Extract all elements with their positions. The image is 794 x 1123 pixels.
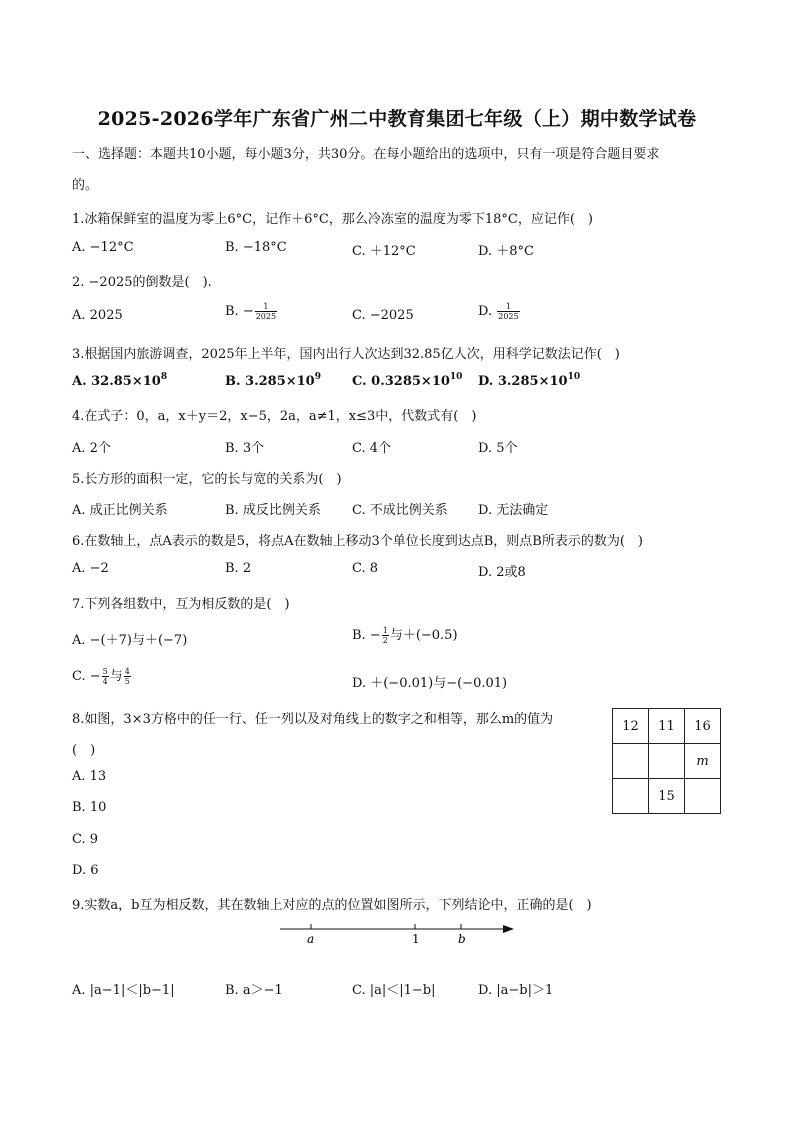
section-line-1: 一、选择题：本题共10小题，每小题3分，共30分。在每小题给出的选项中，只有一项是符合题目要求 (72, 147, 660, 162)
axis-label-a: a (307, 932, 315, 946)
fraction-denominator: 5 (124, 677, 130, 686)
q7-option-b-fraction (382, 626, 389, 645)
q3-option-d-text: D. 3.285×10 (478, 374, 568, 389)
fraction-numerator: 1 (255, 302, 277, 312)
q2-option-d (478, 302, 521, 321)
q1-option-d: D. ＋8°C (478, 244, 534, 259)
section-instructions (72, 139, 732, 201)
question-3-stem: 3.根据国内旅游调查，2025年上半年，国内出行人次达到32.85亿人次，用科学记数法记作( ) (72, 347, 620, 362)
question-8-stem-cont: ( ) (72, 743, 96, 758)
q2-option-d-prefix: D. (478, 304, 497, 319)
arrow-right-icon (503, 925, 514, 933)
grid-row (613, 779, 721, 814)
grid-cell: 15 (649, 779, 685, 814)
fraction-numerator: 4 (124, 667, 130, 676)
q7-option-b-prefix: B. − (352, 628, 381, 643)
question-9-stem: 9.实数a，b互为相反数，其在数轴上对应的点的位置如图所示，下列结论中，正确的是( ) (72, 898, 592, 913)
q9-option-b: B. a＞−1 (225, 983, 283, 998)
q9-option-d: D. |a−b|＞1 (478, 983, 554, 998)
q7-option-c-fraction-2 (124, 667, 131, 686)
q1-option-b: B. −18°C (225, 240, 287, 255)
question-8-stem: 8.如图，3×3方格中的任一行、任一列以及对角线上的数字之和相等，那么m的值为 (72, 712, 554, 727)
q8-option-c: C. 9 (72, 832, 99, 847)
q4-option-b: B. 3个 (225, 441, 265, 456)
fraction-numerator: 1 (382, 626, 388, 635)
magic-square-grid (612, 708, 721, 814)
question-2-stem: 2. −2025的倒数是( ). (72, 275, 212, 290)
q2-option-d-fraction (497, 302, 519, 321)
q3-option-a-text: A. 32.85×10 (72, 374, 161, 389)
q3-option-c-exponent: 10 (449, 372, 463, 382)
grid-cell (649, 744, 685, 779)
axis-label-b: b (458, 932, 466, 946)
axis-label-1: 1 (412, 932, 420, 946)
q6-option-d: D. 2或8 (478, 565, 526, 580)
q2-option-a: A. 2025 (72, 308, 123, 323)
q3-option-c-text: C. 0.3285×10 (352, 374, 450, 389)
q9-option-a: A. |a−1|＜|b−1| (72, 983, 175, 998)
q6-option-c: C. 8 (352, 561, 379, 576)
q5-option-b: B. 成反比例关系 (225, 503, 321, 518)
q6-option-a: A. −2 (72, 561, 109, 576)
number-line-figure (278, 918, 518, 948)
grid-row (613, 709, 721, 744)
q4-option-d: D. 5个 (478, 441, 518, 456)
grid-cell: 12 (613, 709, 649, 744)
fraction-denominator: 2025 (255, 312, 277, 321)
q7-option-c-prefix: C. − (72, 669, 101, 684)
q7-option-c (72, 665, 132, 686)
q3-option-a-exponent: 8 (160, 372, 168, 382)
question-5-stem: 5.长方形的面积一定，它的长与宽的关系为( ) (72, 472, 342, 487)
exam-title: 2025-2026学年广东省广州二中教育集团七年级（上）期中数学试卷 (97, 108, 697, 130)
q3-option-b-exponent: 9 (314, 372, 321, 382)
q7-option-c-joiner: 与 (109, 669, 123, 684)
question-6-stem: 6.在数轴上，点A表示的数是5，将点A在数轴上移动3个单位长度到达点B，则点B所表示的数为( ) (72, 534, 643, 549)
fraction-denominator: 4 (102, 677, 108, 686)
grid-cell: 11 (649, 709, 685, 744)
q3-option-a (72, 374, 167, 389)
q2-option-b (225, 302, 278, 321)
q3-option-c (352, 374, 462, 389)
q7-option-c-fraction-1 (102, 667, 109, 686)
q4-option-a: A. 2个 (72, 441, 111, 456)
q1-option-c: C. ＋12°C (352, 244, 416, 259)
q7-option-a: A. −(＋7)与＋(−7) (72, 633, 188, 648)
grid-cell (613, 779, 649, 814)
fraction-numerator: 1 (497, 302, 519, 312)
q3-option-b (225, 374, 321, 389)
q3-option-b-text: B. 3.285×10 (225, 374, 315, 389)
q8-option-a: A. 13 (72, 769, 107, 784)
q9-option-c: C. |a|＜|1−b| (352, 983, 436, 998)
q1-option-a: A. −12°C (72, 240, 134, 255)
grid-cell (613, 744, 649, 779)
fraction-numerator: 5 (102, 667, 108, 676)
q3-option-d (478, 374, 580, 389)
grid-cell: 16 (685, 709, 721, 744)
q2-option-b-prefix: B. − (225, 304, 254, 319)
q2-option-c: C. −2025 (352, 308, 414, 323)
question-4-stem: 4.在式子：0，a，x＋y＝2，x−5，2a，a≠1，x≤3中，代数式有( ) (72, 409, 477, 424)
q8-option-d: D. 6 (72, 863, 99, 878)
q5-option-d: D. 无法确定 (478, 503, 549, 518)
fraction-denominator: 2 (382, 636, 388, 645)
q5-option-a: A. 成正比例关系 (72, 503, 168, 518)
q3-option-d-exponent: 10 (567, 372, 581, 382)
grid-cell: m (685, 744, 721, 779)
q7-option-b (352, 624, 458, 645)
q8-option-b: B. 10 (72, 800, 107, 815)
q2-option-b-fraction (255, 302, 277, 321)
grid-cell (685, 779, 721, 814)
question-7-stem: 7.下列各组数中，互为相反数的是( ) (72, 597, 290, 612)
grid-row (613, 744, 721, 779)
question-1-stem: 1.冰箱保鲜室的温度为零上6°C，记作＋6°C，那么冷冻室的温度为零下18°C，应记作( ) (72, 212, 593, 227)
q6-option-b: B. 2 (225, 561, 252, 576)
q5-option-c: C. 不成比例关系 (352, 503, 448, 518)
fraction-denominator: 2025 (498, 312, 519, 321)
q4-option-c: C. 4个 (352, 441, 392, 456)
q7-option-b-suffix: 与＋(−0.5) (389, 628, 458, 643)
section-line-2: 的。 (72, 178, 99, 193)
q7-option-d: D. ＋(−0.01)与−(−0.01) (352, 676, 508, 691)
